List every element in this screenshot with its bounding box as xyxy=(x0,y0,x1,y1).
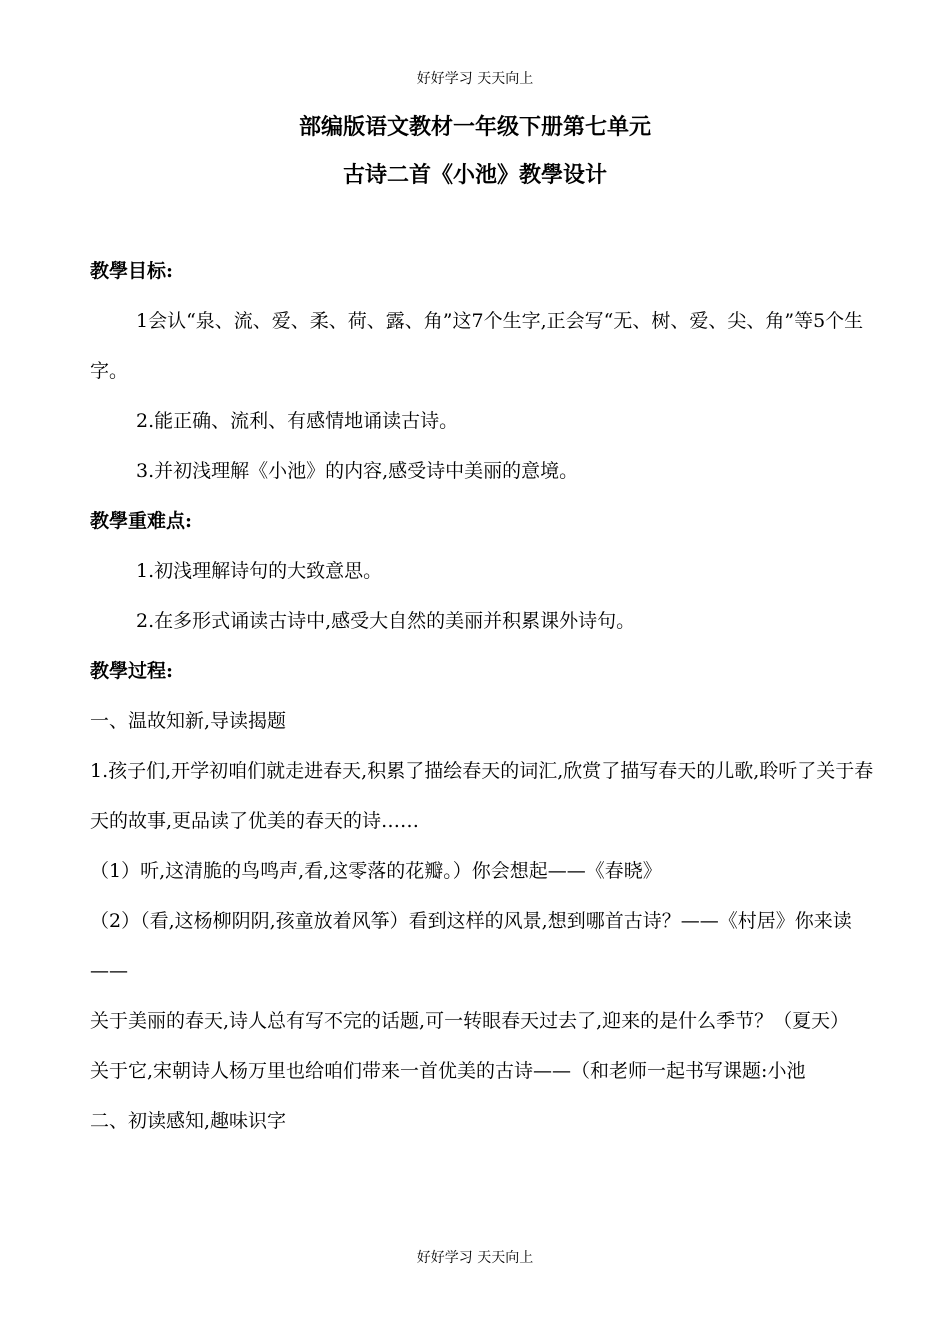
objectives-heading: 教學目标: xyxy=(90,260,174,282)
key-point-item: 1.初浅理解诗句的大致意思。 xyxy=(136,560,383,582)
process-paragraph: 1.孩子们,开学初咱们就走进春天,积累了描绘春天的词汇,欣赏了描写春天的儿歌,聆听了关于春天的故事,更品读了优美的春天的诗…… xyxy=(90,760,874,832)
page-header: 好好学习 天天向上 xyxy=(416,71,534,87)
process-paragraph: （1）听,这清脆的鸟鸣声,看,这零落的花瓣。）你会想起——《春晓》 xyxy=(90,860,662,882)
document-body xyxy=(90,246,880,1146)
process-heading: 教學过程: xyxy=(90,660,174,682)
process-paragraph: 关于它,宋朝诗人杨万里也给咱们带来一首优美的古诗——（和老师一起书写课题:小池 xyxy=(90,1060,806,1082)
objective-item: 3.并初浅理解《小池》的内容,感受诗中美丽的意境。 xyxy=(136,460,579,482)
process-paragraph: 二、初读感知,趣味识字 xyxy=(90,1110,287,1132)
process-paragraph: 一、温故知新,导读揭题 xyxy=(90,710,287,732)
key-point-item: 2.在多形式诵读古诗中,感受大自然的美丽并积累课外诗句。 xyxy=(136,610,636,632)
document-title-line1: 部编版语文教材一年级下册第七单元 xyxy=(298,114,651,140)
objective-item: 2.能正确、流利、有感情地诵读古诗。 xyxy=(136,410,459,432)
page-footer: 好好学习 天天向上 xyxy=(416,1250,534,1266)
objective-item: 1会认“泉、流、爱、柔、荷、露、角”这7个生字,正会写“无、树、爱、尖、角”等5个生字。 xyxy=(90,310,864,382)
key-points-heading: 教學重难点: xyxy=(90,510,193,532)
process-paragraph: 关于美丽的春天,诗人总有写不完的话题,可一转眼春天过去了,迎来的是什么季节？（夏天） xyxy=(90,1010,850,1032)
document-title-line2: 古诗二首《小池》教學设计 xyxy=(342,162,607,188)
process-paragraph: （2）（看,这杨柳阴阴,孩童放着风筝）看到这样的风景,想到哪首古诗？——《村居》你来读—— xyxy=(90,910,852,982)
